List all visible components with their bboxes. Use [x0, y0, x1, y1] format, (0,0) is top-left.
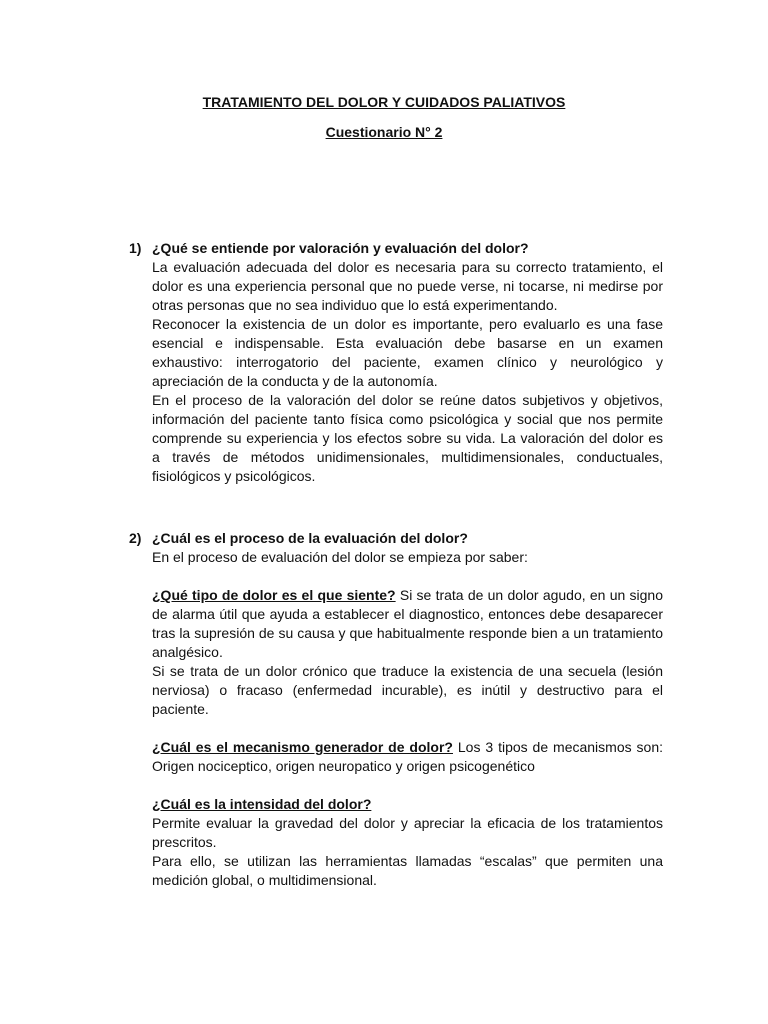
question-1-answer — [152, 258, 663, 486]
subsection-heading: ¿Cuál es la intensidad del dolor? — [152, 796, 372, 812]
question-2 — [129, 529, 663, 890]
question-2-text: ¿Cuál es el proceso de la evaluación del dolor? — [152, 530, 468, 546]
question-1 — [129, 239, 663, 486]
answer-paragraph: En el proceso de la valoración del dolor se reúne datos subjetivos y objetivos, información del paciente tanto física como psicológica y social que nos permite comprende su experiencia y los efectos sobre su vida. La valoración del dolor es a través de métodos unidimensionales, multidimensionales, conductuales, fisiológicos y psicológicos. — [152, 392, 663, 484]
subsection-mechanism — [152, 738, 663, 776]
document-title: TRATAMIENTO DEL DOLOR Y CUIDADOS PALIATIVOS — [202, 94, 566, 110]
subsection-text: Los 3 tipos de mecanismos son: Origen nociceptico, origen neuropatico y origen psicogenético — [152, 739, 663, 774]
document-subtitle: Cuestionario N° 2 — [325, 124, 443, 140]
subsection-heading: ¿Qué tipo de dolor es el que siente? — [152, 587, 396, 603]
subsection-heading: ¿Cuál es el mecanismo generador de dolor? — [152, 739, 453, 755]
question-1-number: 1) — [129, 240, 142, 256]
answer-paragraph: La evaluación adecuada del dolor es necesaria para su correcto tratamiento, el dolor es una experiencia personal que no puede verse, ni tocarse, ni medirse por otras personas que no sea individuo que lo está experimentando. — [152, 259, 663, 313]
answer-paragraph: Reconocer la existencia de un dolor es importante, pero evaluarlo es una fase esencial e indispensable. Esta evaluación debe basarse en un examen exhaustivo: interrogatorio del paciente, examen clínico y neurológico y apreciación de la conducta y de la autonomía. — [152, 316, 663, 389]
question-2-answer — [152, 548, 663, 890]
answer-paragraph: Si se trata de un dolor crónico que traduce la existencia de una secuela (lesión nerviosa) o fracaso (enfermedad incurable), es inútil y destructivo para el paciente. — [152, 663, 663, 717]
answer-paragraph: Para ello, se utilizan las herramientas llamadas “escalas” que permiten una medición global, o multidimensional. — [152, 853, 663, 888]
question-2-number: 2) — [129, 530, 142, 546]
question-1-heading — [129, 239, 663, 258]
subsection-text: Si se trata de un dolor agudo, en un signo de alarma útil que ayuda a establecer el diagnostico, entonces debe desaparecer tras la supresión de su causa y que habitualmente responde bien a un tratamiento analgésico. — [152, 587, 663, 660]
answer-paragraph: Permite evaluar la gravedad del dolor y apreciar la eficacia de los tratamientos prescritos. — [152, 815, 663, 850]
subsection-pain-type — [152, 586, 663, 662]
subsection-intensity — [152, 795, 663, 814]
answer-intro: En el proceso de evaluación del dolor se empieza por saber: — [152, 549, 528, 565]
question-2-heading — [129, 529, 663, 548]
question-1-text: ¿Qué se entiende por valoración y evaluación del dolor? — [152, 240, 529, 256]
